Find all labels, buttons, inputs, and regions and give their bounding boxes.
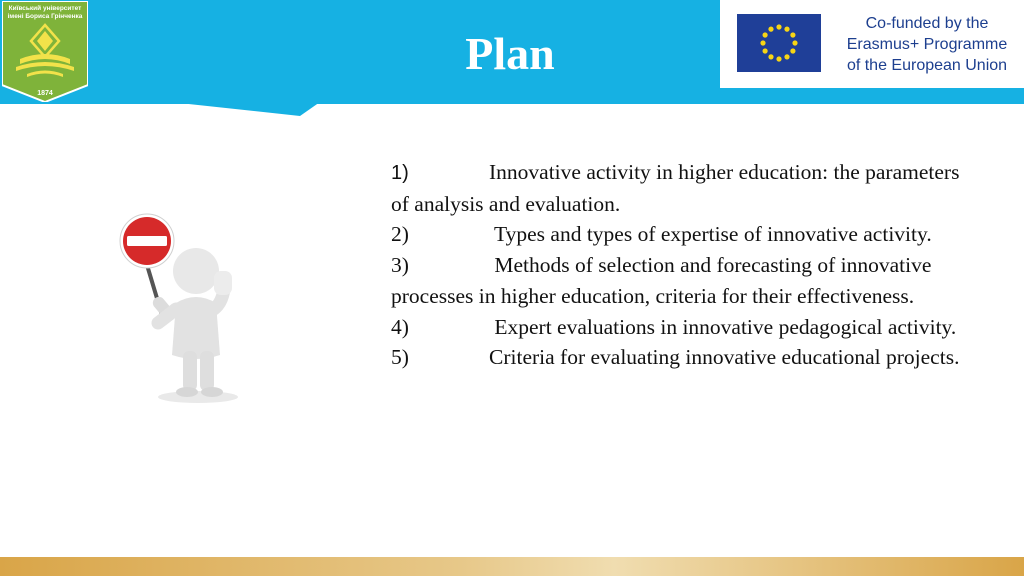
logo-year: 1874 — [37, 90, 53, 97]
header-wedge — [0, 100, 1024, 118]
page-title: Plan — [465, 28, 555, 79]
eu-flag-icon — [737, 14, 821, 72]
university-logo — [2, 1, 88, 102]
plan-item-text: Innovative activity in higher education: the parameters of analysis and evaluation. — [391, 160, 960, 216]
plan-item-number: 5) — [391, 345, 409, 370]
erasmus-badge — [720, 0, 1024, 88]
footer-bar — [0, 557, 1024, 576]
plan-item — [391, 250, 981, 311]
plan-item — [391, 312, 981, 343]
erasmus-caption — [832, 13, 1022, 76]
plan-item-number: 2) — [391, 222, 409, 247]
erasmus-line1: Co-funded by the — [865, 15, 989, 32]
erasmus-line2: Erasmus+ Programme — [846, 36, 1008, 53]
plan-item-text: Methods of selection and forecasting of innovative processes in higher education, criteria for their effectiveness. — [391, 253, 932, 308]
plan-item-text: Expert evaluations in innovative pedagogical activity. — [489, 314, 957, 339]
erasmus-line3: of the European Union — [846, 57, 1008, 74]
plan-item-number: 3) — [391, 253, 409, 278]
plan-item-number: 1) — [391, 162, 409, 184]
plan-item — [391, 219, 981, 250]
plan-item-text: Types and types of expertise of innovative activity. — [489, 222, 932, 247]
plan-item — [391, 157, 981, 219]
plan-list — [391, 157, 981, 373]
logo-line1: Київський університет — [8, 5, 82, 12]
plan-item — [391, 342, 981, 373]
plan-item-number: 4) — [391, 314, 409, 339]
stop-sign-figure-icon — [110, 205, 260, 410]
plan-item-text: Criteria for evaluating innovative educational projects. — [489, 345, 960, 370]
university-emblem-icon — [2, 1, 88, 102]
logo-line2: імені Бориса Грінченка — [7, 13, 83, 20]
